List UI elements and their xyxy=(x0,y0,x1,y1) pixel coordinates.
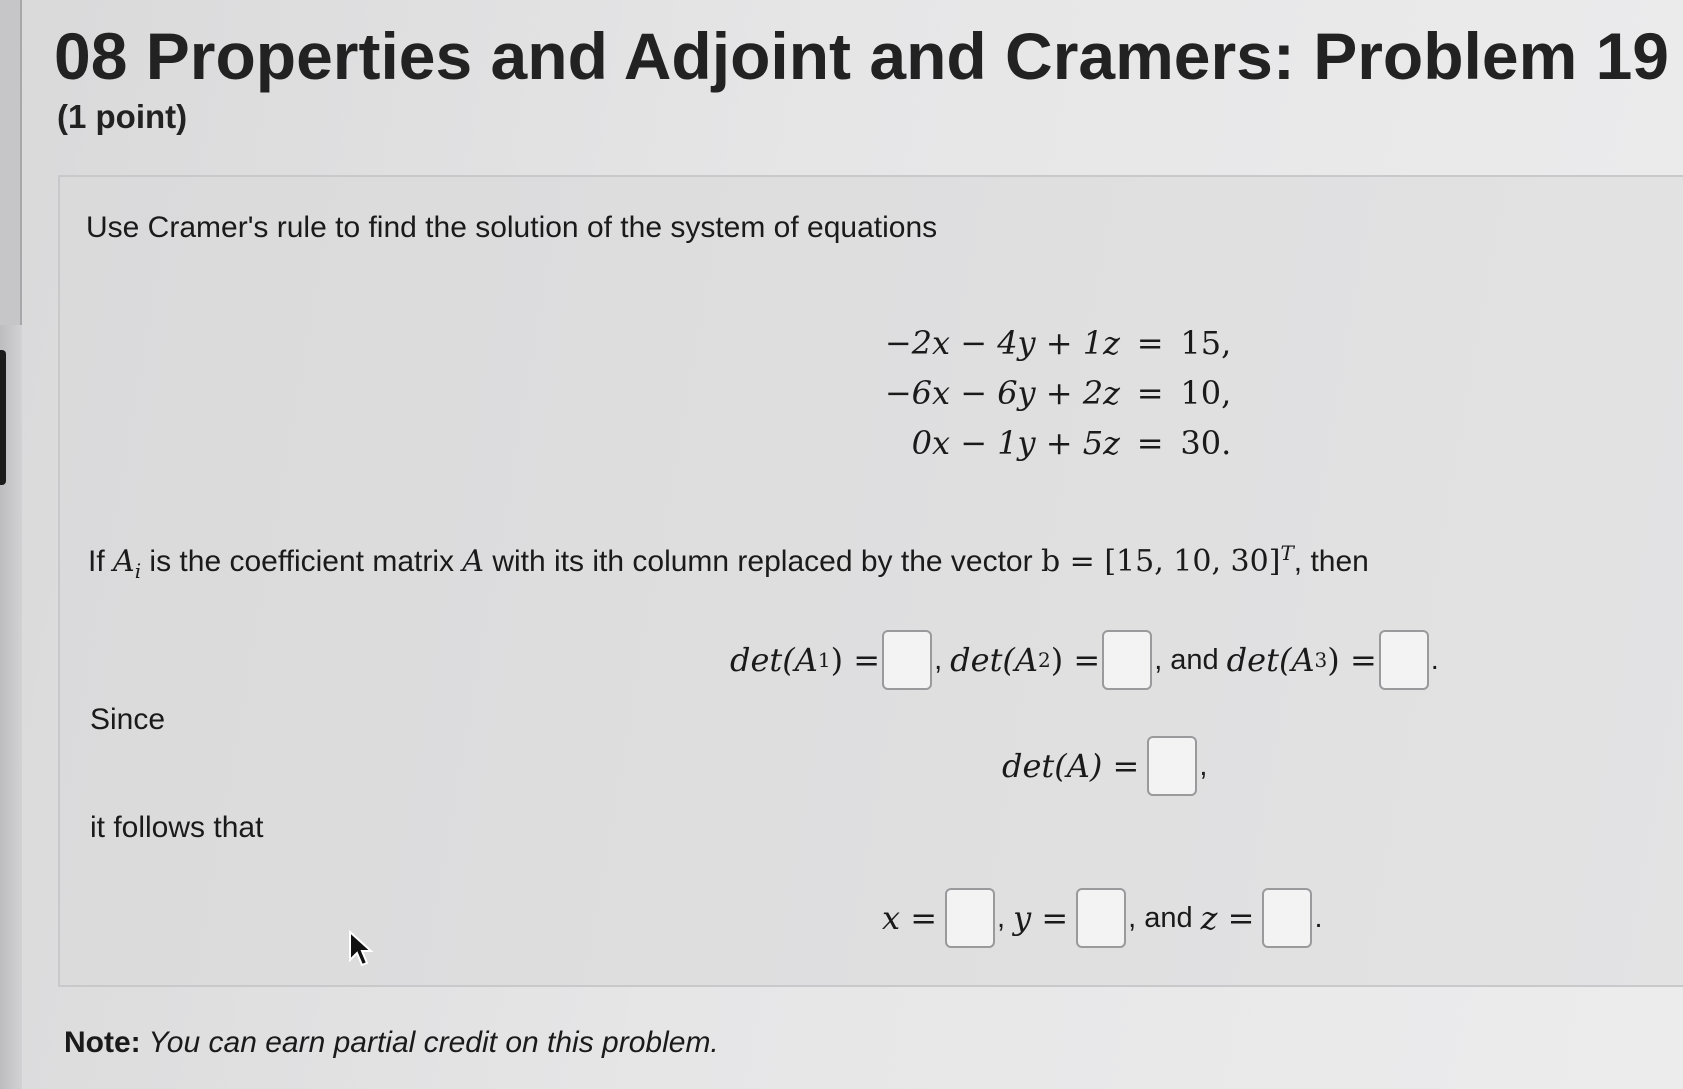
equation-row xyxy=(880,424,1280,462)
mouse-cursor-icon xyxy=(348,930,374,968)
period: . xyxy=(1314,901,1323,934)
det-a1-label: det(A xyxy=(730,641,818,679)
and-text: and xyxy=(1144,901,1193,934)
comma: , xyxy=(1199,749,1208,782)
and-text: and xyxy=(1170,643,1219,676)
math-ai: A xyxy=(113,544,135,579)
left-panel-edge xyxy=(0,0,22,325)
problem-intro: Use Cramer's rule to find the solution of the system of equations xyxy=(86,211,938,244)
vector-b: b = [15, 10, 30] xyxy=(1040,544,1281,579)
det-close: ) = xyxy=(1327,641,1377,679)
x-input[interactable] xyxy=(945,888,995,948)
matrix-description xyxy=(88,541,1369,583)
det-a3-label: det(A xyxy=(1226,641,1315,679)
sub-2: 2 xyxy=(1038,648,1051,672)
z-label: z = xyxy=(1200,899,1255,937)
equation-row xyxy=(880,374,1280,412)
transpose-mark: T xyxy=(1280,541,1294,565)
sentence-text: , then xyxy=(1293,545,1369,578)
equals-sign: = xyxy=(1136,374,1164,412)
y-input[interactable] xyxy=(1076,888,1126,948)
note-text: You can earn partial credit on this problem. xyxy=(140,1026,719,1059)
sentence-text: If xyxy=(88,545,114,578)
equals-sign: = xyxy=(1136,324,1164,362)
point-value: (1 point) xyxy=(57,98,188,135)
sentence-text: with its ith column replaced by the vector xyxy=(484,545,1041,578)
det-close: ) = xyxy=(1050,641,1101,679)
math-a: A xyxy=(462,544,485,579)
equation-rhs: 30. xyxy=(1180,424,1232,462)
equation-rhs: 15, xyxy=(1180,324,1232,362)
equation-lhs: 0x − 1y + 5z xyxy=(911,424,1120,462)
equation-lhs: −6x − 6y + 2z xyxy=(884,374,1120,412)
period: . xyxy=(1430,643,1439,676)
y-label: y = xyxy=(1013,899,1069,937)
page-title: 08 Properties and Adjoint and Cramers: Problem 19 xyxy=(54,19,1670,93)
comma: , xyxy=(997,901,1006,934)
det-a-input[interactable] xyxy=(1147,736,1197,796)
comma: , xyxy=(1154,643,1163,676)
det-a-label: det(A) = xyxy=(1002,747,1140,785)
equation-row xyxy=(880,324,1280,362)
since-text: Since xyxy=(90,703,166,736)
determinants-line xyxy=(730,630,1439,690)
sub-3: 3 xyxy=(1314,648,1328,672)
det-a2-label: det(A xyxy=(950,641,1039,679)
det-a3-input[interactable] xyxy=(1379,630,1429,690)
follows-text: it follows that xyxy=(90,811,264,844)
sentence-text: is the coefficient matrix xyxy=(141,545,463,578)
solution-line xyxy=(882,888,1323,948)
z-input[interactable] xyxy=(1262,888,1312,948)
math-sub-i: i xyxy=(134,559,142,583)
equation-lhs: −2x − 4y + 1z xyxy=(884,324,1120,362)
det-a2-input[interactable] xyxy=(1102,630,1152,690)
det-close: ) = xyxy=(830,641,881,679)
equals-sign: = xyxy=(1136,424,1164,462)
det-a-line xyxy=(1002,736,1207,796)
equation-rhs: 10, xyxy=(1180,374,1232,412)
note-label: Note: xyxy=(64,1026,141,1059)
partial-credit-note xyxy=(64,1026,719,1060)
comma: , xyxy=(934,643,943,676)
comma: , xyxy=(1128,901,1137,934)
left-panel-handle xyxy=(0,350,6,485)
det-a1-input[interactable] xyxy=(882,630,932,690)
x-label: x = xyxy=(882,899,938,937)
sub-1: 1 xyxy=(817,648,831,672)
